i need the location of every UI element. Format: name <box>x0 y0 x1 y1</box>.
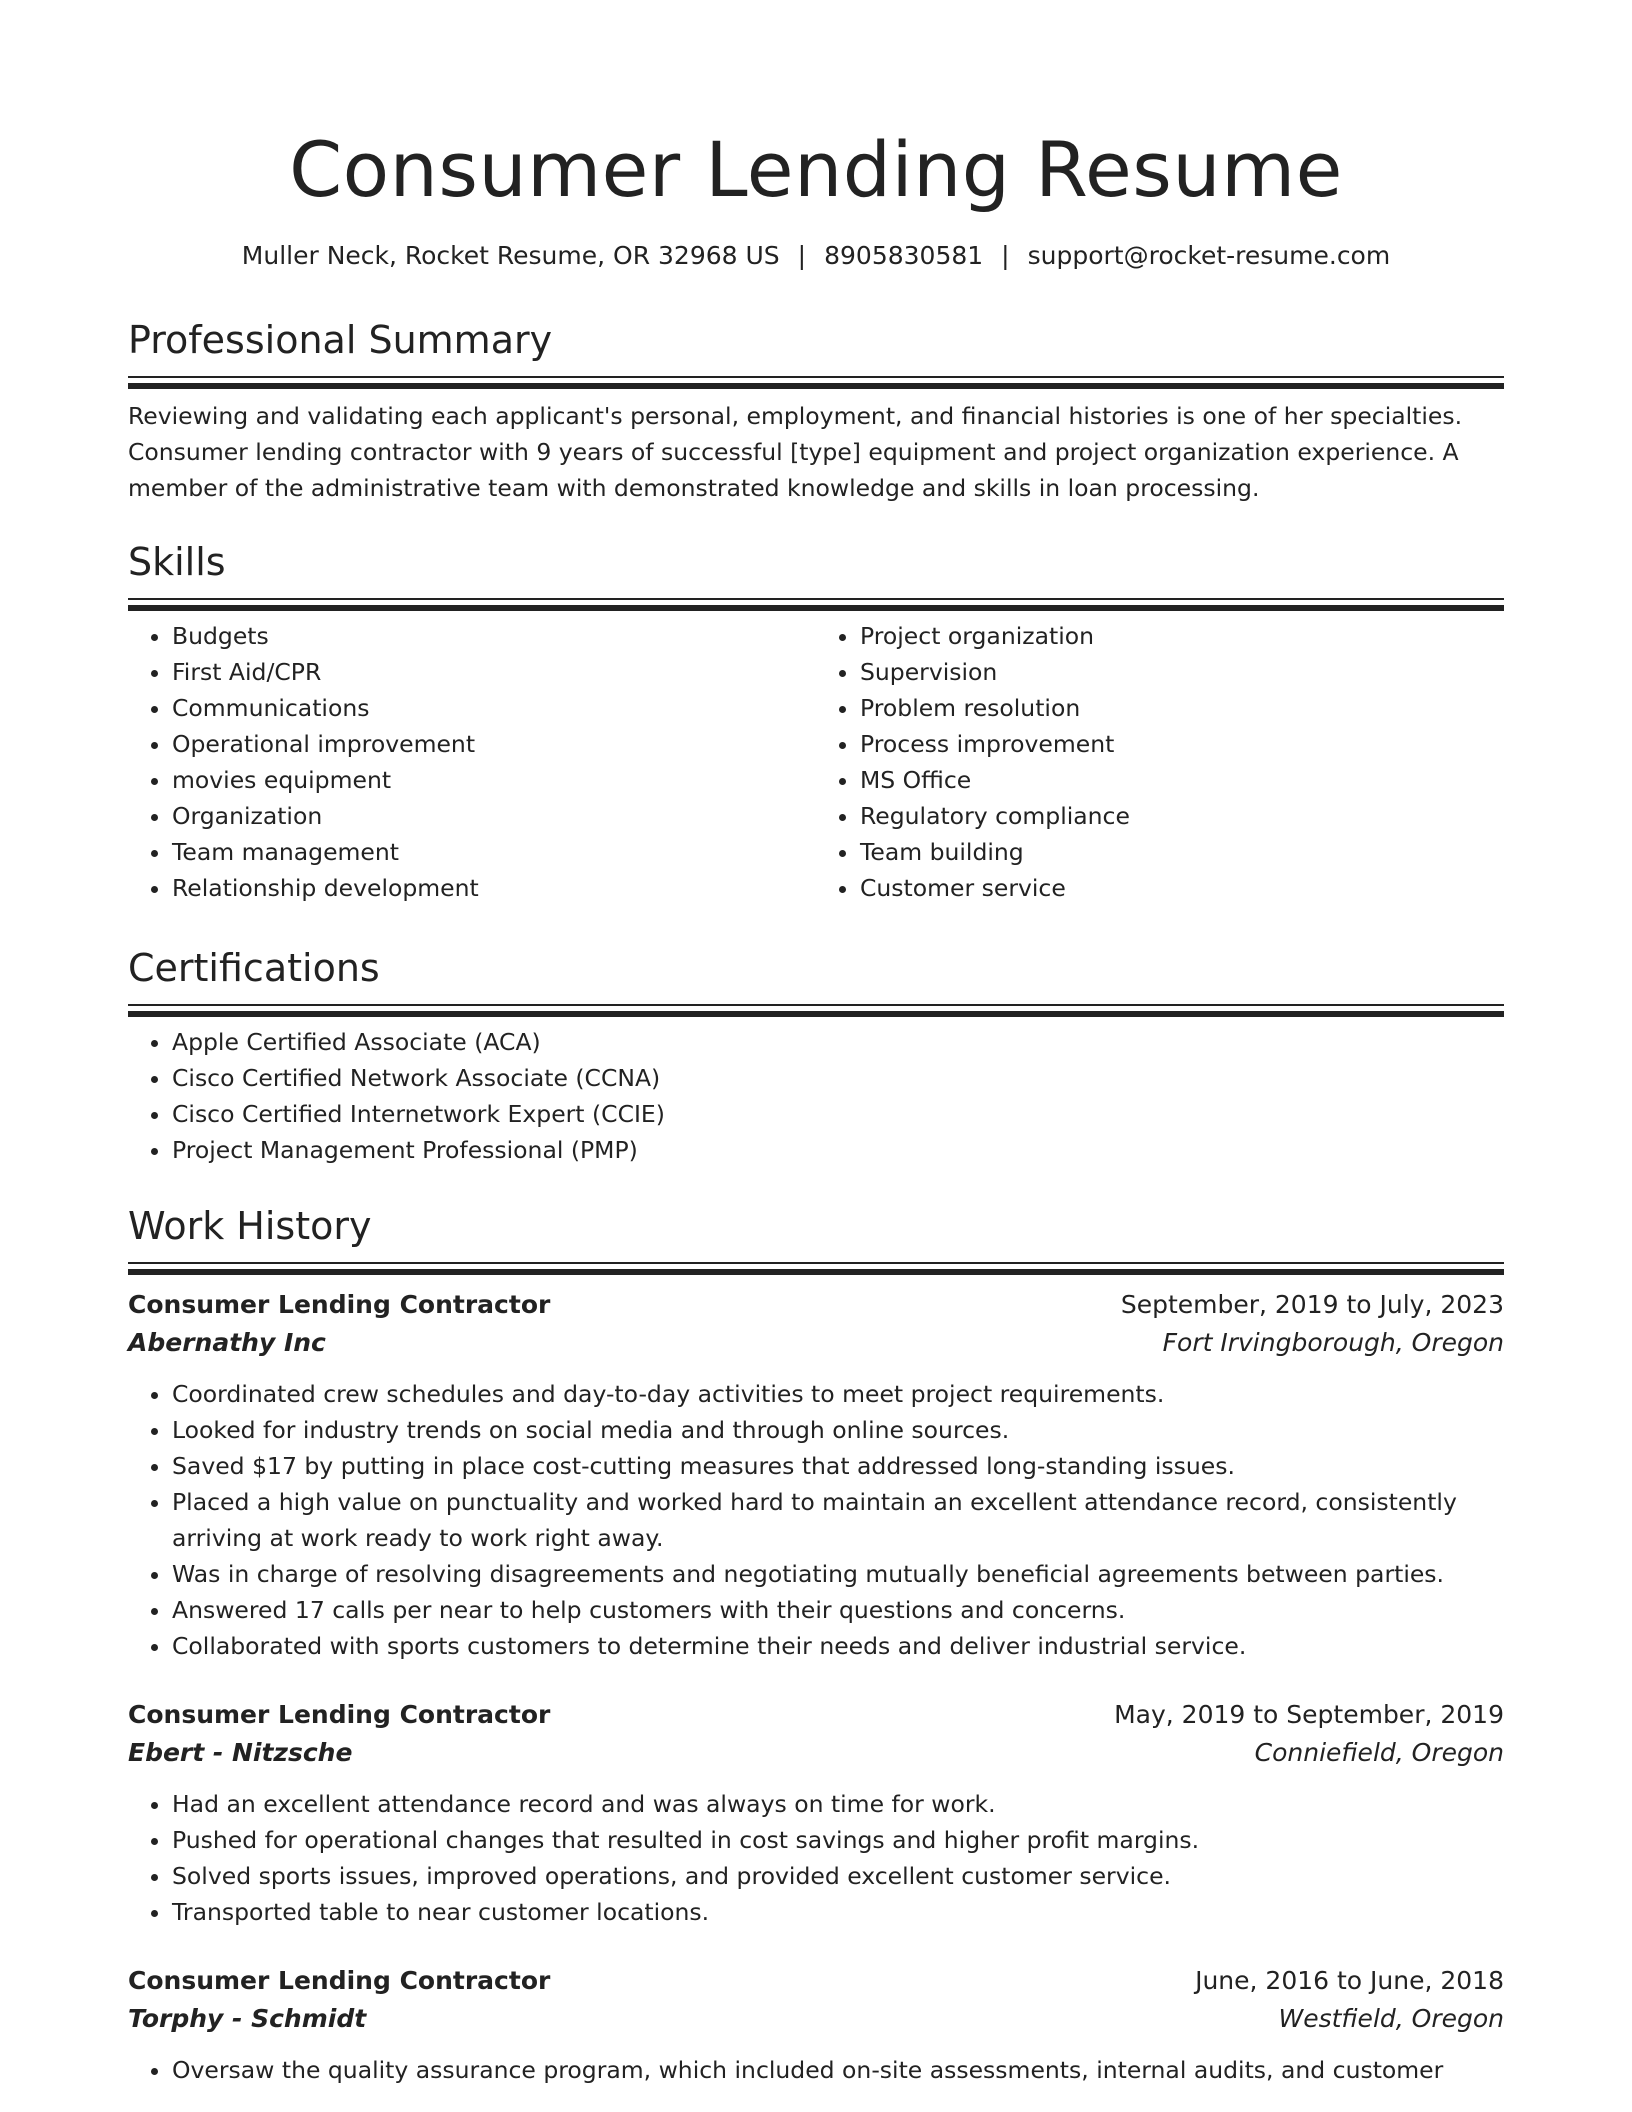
job-bullets <box>128 2052 1504 2088</box>
summary-text: Reviewing and validating each applicant's personal, employment, and financial histories is one of her specialties. Consumer lending contractor with 9 years of successful [type] equipment and project organization experience. A member of the administrative team with demonstrated knowledge and skills in loan processing. <box>128 402 1463 502</box>
skill-item: • movies equipment <box>172 762 816 798</box>
certification-item: • Project Management Professional (PMP) <box>172 1132 1504 1168</box>
job-subheader <box>128 2000 1504 2038</box>
job-bullet: • Pushed for operational changes that resulted in cost savings and higher profit margins. <box>172 1822 1504 1858</box>
job-bullet: • Looked for industry trends on social media and through online sources. <box>172 1412 1504 1448</box>
job-company: Torphy - Schmidt <box>128 2004 367 2033</box>
skill-item: • Problem resolution <box>860 690 1504 726</box>
job-title: Consumer Lending Contractor <box>128 1966 551 1995</box>
job-bullet: • Saved $17 by putting in place cost-cutting measures that addressed long-standing issues. <box>172 1448 1504 1484</box>
separator: | <box>797 241 807 270</box>
address: Muller Neck, Rocket Resume, OR 32968 US <box>241 241 780 270</box>
job-title: Consumer Lending Contractor <box>128 1290 551 1319</box>
job-header <box>128 1962 1504 2000</box>
job-entry <box>128 1696 1504 1930</box>
section-rule <box>128 1262 1504 1274</box>
job-location: Fort Irvingborough, Oregon <box>1162 1328 1504 1357</box>
job-dates: June, 2016 to June, 2018 <box>1195 1966 1504 1995</box>
skill-item: • Organization <box>172 798 816 834</box>
skill-item: • Regulatory compliance <box>860 798 1504 834</box>
job-bullet: • Had an excellent attendance record and was always on time for work. <box>172 1786 1504 1822</box>
job-subheader <box>128 1324 1504 1362</box>
skill-item: • Customer service <box>860 870 1504 906</box>
job-bullets <box>128 1376 1504 1664</box>
section-title: Professional Summary <box>128 318 553 362</box>
job-title: Consumer Lending Contractor <box>128 1700 551 1729</box>
job-location: Westfield, Oregon <box>1278 2004 1504 2033</box>
job-bullet: • Answered 17 calls per near to help customers with their questions and concerns. <box>172 1592 1504 1628</box>
skill-item: • Communications <box>172 690 816 726</box>
section-title: Work History <box>128 1204 372 1248</box>
job-entry <box>128 1286 1504 1664</box>
skill-item: • First Aid/CPR <box>172 654 816 690</box>
job-bullet: • Collaborated with sports customers to determine their needs and deliver industrial service. <box>172 1628 1504 1664</box>
certifications-section <box>128 942 1504 1168</box>
certification-item: • Cisco Certified Network Associate (CCNA) <box>172 1060 1504 1096</box>
job-bullet: • Was in charge of resolving disagreements and negotiating mutually beneficial agreements between parties. <box>172 1556 1504 1592</box>
job-bullet: • Transported table to near customer locations. <box>172 1894 1504 1930</box>
skills-list-right <box>816 618 1504 906</box>
job-subheader <box>128 1734 1504 1772</box>
certifications-list <box>128 1024 1504 1168</box>
job-dates: September, 2019 to July, 2023 <box>1120 1290 1504 1319</box>
job-header <box>128 1696 1504 1734</box>
skills-columns <box>128 618 1504 906</box>
job-bullet: • Solved sports issues, improved operations, and provided excellent customer service. <box>172 1858 1504 1894</box>
job-company: Ebert - Nitzsche <box>128 1738 353 1767</box>
contact-line <box>128 238 1504 274</box>
skill-item: • Relationship development <box>172 870 816 906</box>
skill-item: • MS Office <box>860 762 1504 798</box>
section-rule <box>128 598 1504 610</box>
certification-item: • Apple Certified Associate (ACA) <box>172 1024 1504 1060</box>
section-rule <box>128 376 1504 388</box>
skill-item: • Budgets <box>172 618 816 654</box>
job-dates: May, 2019 to September, 2019 <box>1114 1700 1504 1729</box>
email: support@rocket-resume.com <box>1027 241 1391 270</box>
separator: | <box>1001 241 1010 270</box>
job-company: Abernathy Inc <box>128 1328 326 1357</box>
skill-item: • Team building <box>860 834 1504 870</box>
skill-item: • Team management <box>172 834 816 870</box>
job-header <box>128 1286 1504 1324</box>
section-title: Certifications <box>128 946 380 990</box>
job-bullets <box>128 1786 1504 1930</box>
skill-item: • Operational improvement <box>172 726 816 762</box>
resume-title: Consumer Lending Resume <box>289 125 1343 214</box>
job-location: Conniefield, Oregon <box>1254 1738 1504 1767</box>
section-rule <box>128 1004 1504 1016</box>
certification-item: • Cisco Certified Internetwork Expert (CCIE) <box>172 1096 1504 1132</box>
summary-section <box>128 314 1504 506</box>
job-entry <box>128 1962 1504 2088</box>
skill-item: • Process improvement <box>860 726 1504 762</box>
job-bullet: • Oversaw the quality assurance program, which included on-site assessments, internal audits, and customer <box>172 2052 1504 2088</box>
phone: 8905830581 <box>824 241 984 270</box>
work-history-section <box>128 1200 1504 2088</box>
skill-item: • Supervision <box>860 654 1504 690</box>
skills-section <box>128 536 1504 906</box>
skills-list-left <box>128 618 816 906</box>
job-bullet: • Coordinated crew schedules and day-to-day activities to meet project requirements. <box>172 1376 1504 1412</box>
job-bullet: • Placed a high value on punctuality and worked hard to maintain an excellent attendance record, consistently arriving at work ready to work right away. <box>172 1484 1504 1556</box>
skill-item: • Project organization <box>860 618 1504 654</box>
section-title: Skills <box>128 540 226 584</box>
